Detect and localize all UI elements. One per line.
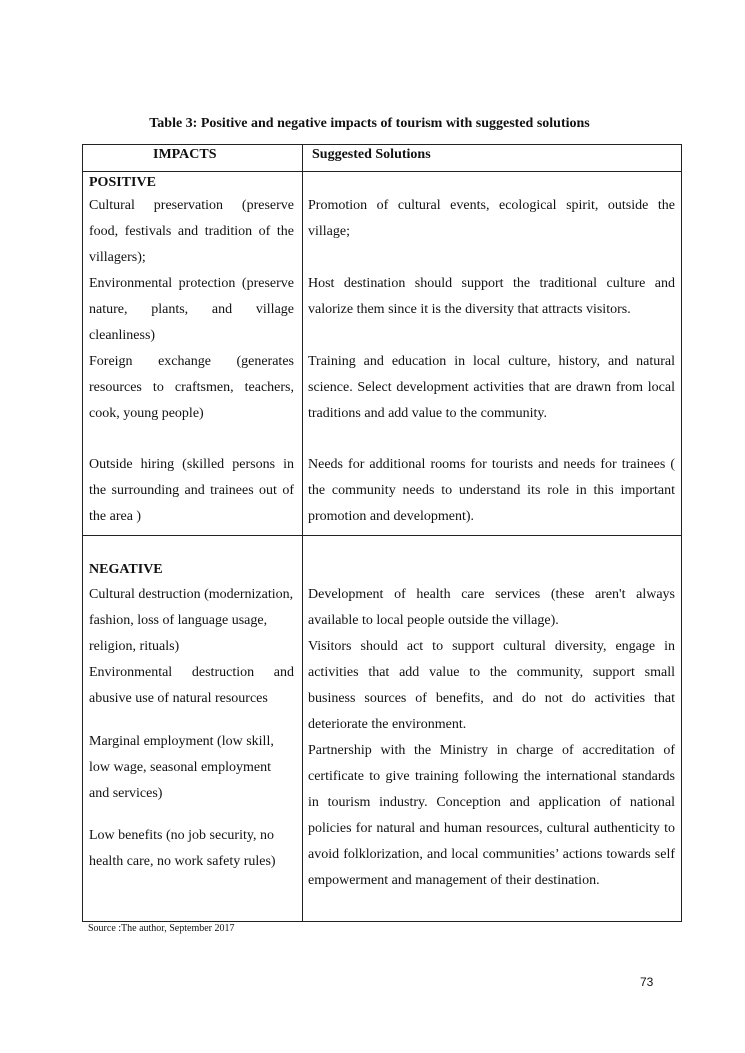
header-impacts: IMPACTS: [153, 147, 217, 162]
header-solutions: Suggested Solutions: [312, 147, 431, 162]
impacts-table: [82, 144, 682, 922]
positive-impact-outside-hiring: Outside hiring (skilled persons in the surrounding and trainees out of the area ): [89, 457, 294, 524]
negative-solution-health-care: Development of health care services (these aren't always available to local people outside the village).: [308, 587, 675, 628]
section-divider: [83, 535, 681, 536]
positive-impact-environmental: Environmental protection (preserve nature, plants, and village cleanliness): [89, 276, 294, 343]
page-number: 73: [640, 975, 654, 989]
positive-impact-cultural: Cultural preservation (preserve food, festivals and tradition of the villagers);: [89, 198, 294, 265]
column-divider: [302, 145, 303, 921]
negative-impact-environmental: Environmental destruction and abusive use of natural resources: [89, 665, 294, 706]
source-note: Source :The author, September 2017: [88, 923, 235, 934]
positive-solution-outside-hiring: Needs for additional rooms for tourists and needs for trainees ( the community needs to understand its role in this important promotion and development).: [308, 457, 675, 524]
negative-solution-partnership: Partnership with the Ministry in charge of accreditation of certificate to give training following the international standards in tourism industry. Conception and application of national policies for natural and human resources, cultural authenticity to avoid folklorization, and local communities’ actions towards self empowerment and management of their destination.: [308, 743, 675, 888]
positive-solution-cultural: Promotion of cultural events, ecological spirit, outside the village;: [308, 198, 675, 239]
negative-impact-marginal-employment: Marginal employment (low skill, low wage, seasonal employment and services): [89, 734, 274, 801]
negative-impact-cultural: Cultural destruction (modernization, fashion, loss of language usage, religion, rituals): [89, 587, 294, 654]
negative-solution-visitors: Visitors should act to support cultural diversity, engage in activities that add value to the community, support small business sources of benefits, and do not do activities that deteriorate the environment.: [308, 639, 675, 732]
table-caption: Table 3: Positive and negative impacts of tourism with suggested solutions: [149, 116, 590, 131]
positive-solution-environmental: Host destination should support the traditional culture and valorize them since it is the diversity that attracts visitors.: [308, 276, 675, 317]
positive-label: POSITIVE: [89, 175, 156, 190]
negative-label: NEGATIVE: [89, 562, 163, 577]
negative-impact-low-benefits: Low benefits (no job security, no health care, no work safety rules): [89, 828, 276, 869]
positive-impact-foreign-exchange: Foreign exchange (generates resources to craftsmen, teachers, cook, young people): [89, 354, 294, 421]
positive-solution-foreign-exchange: Training and education in local culture, history, and natural science. Select development activities that are drawn from local traditions and add value to the community.: [308, 354, 675, 421]
